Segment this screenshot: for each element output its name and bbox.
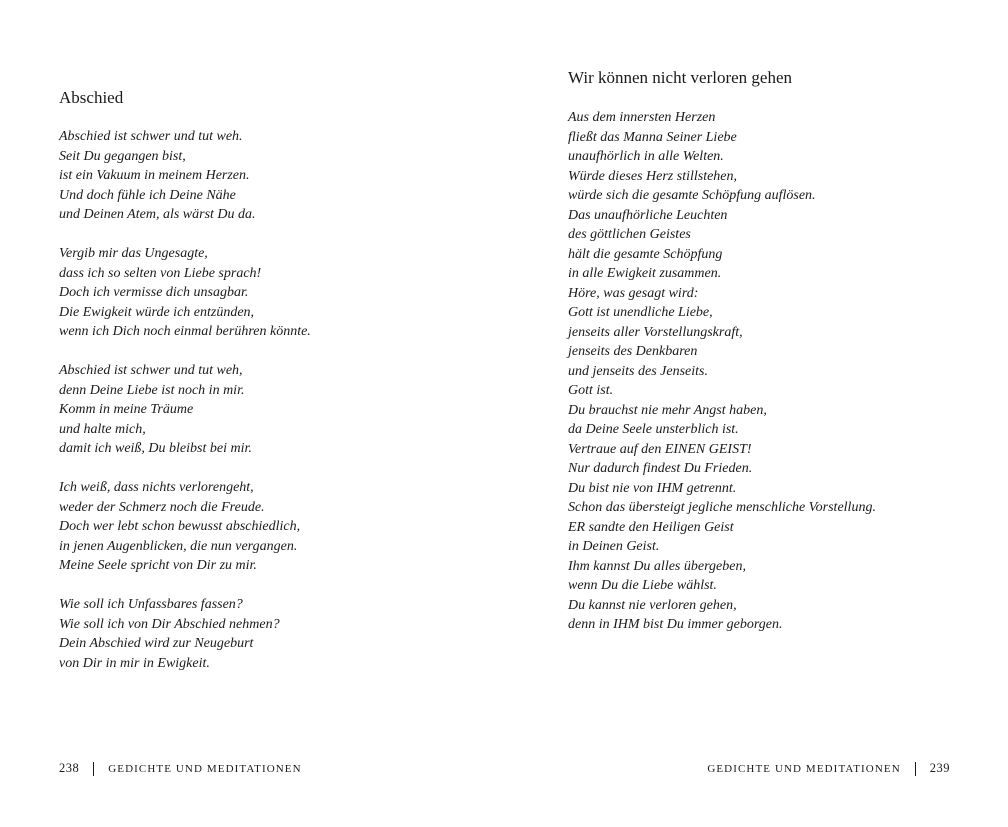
poem-line: und jenseits des Jenseits. (568, 363, 708, 379)
poem-body (568, 108, 876, 654)
poem-line: Gott ist. (568, 383, 614, 398)
page-footer (707, 761, 950, 776)
poem-line: Schon das übersteigt jegliche menschliche Vorstellung. (568, 500, 876, 515)
poem-line: denn Deine Liebe ist noch in mir. (59, 382, 245, 398)
stanza (59, 478, 311, 576)
poem-line: Meine Seele spricht von Dir zu mir. (59, 558, 257, 573)
stanza (59, 244, 311, 342)
poem-line: wenn ich Dich noch einmal berühren könnte. (59, 324, 311, 339)
stanza (568, 108, 876, 635)
poem-line: Du brauchst nie mehr Angst haben, (568, 402, 767, 418)
poem-line: hält die gesamte Schöpfung (568, 246, 723, 262)
page-footer (59, 761, 302, 776)
stanza (59, 595, 311, 673)
poem-title: Abschied (59, 88, 124, 107)
poem-line: fließt das Manna Seiner Liebe (568, 129, 737, 145)
poem-line: jenseits aller Vorstellungskraft, (568, 324, 743, 340)
poem-line: Doch wer lebt schon bewusst abschiedlich, (59, 519, 301, 534)
poem-line: ist ein Vakuum in meinem Herzen. (59, 168, 250, 183)
poem-body (59, 127, 311, 693)
poem-line: jenseits des Denkbaren (568, 344, 698, 359)
poem-line: in jenen Augenblicken, die nun vergangen. (59, 538, 298, 554)
stanza (59, 127, 311, 225)
poem-line: Vergib mir das Ungesagte, (59, 246, 208, 261)
poem-line: Aus dem innersten Herzen (568, 110, 716, 125)
poem-line: Wie soll ich von Dir Abschied nehmen? (59, 616, 280, 632)
poem-line: Vertraue auf den EINEN GEIST! (568, 441, 752, 457)
poem-line: wenn Du die Liebe wählst. (568, 578, 717, 593)
poem-line: Wie soll ich Unfassbares fassen? (59, 597, 243, 612)
poem-line: in Deinen Geist. (568, 539, 660, 554)
poem-line: Das unaufhörliche Leuchten (568, 207, 728, 223)
page-number: 238 (59, 761, 80, 775)
poem-line: Höre, was gesagt wird: (568, 285, 699, 301)
poem-title: Wir können nicht verloren gehen (568, 68, 793, 87)
poem-line: Seit Du gegangen bist, (59, 148, 186, 164)
poem-line: von Dir in mir in Ewigkeit. (59, 655, 210, 671)
poem-line: Abschied ist schwer und tut weh. (59, 129, 243, 144)
stanza (59, 361, 311, 459)
poem-line: Die Ewigkeit würde ich entzünden, (59, 304, 255, 320)
poem-line: Abschied ist schwer und tut weh, (59, 363, 243, 378)
poem-line: Du bist nie von IHM getrennt. (568, 480, 737, 496)
footer-divider (93, 762, 94, 776)
poem-line: Und doch fühle ich Deine Nähe (59, 187, 236, 203)
poem-line: Komm in meine Träume (59, 402, 194, 417)
poem-line: ER sandte den Heiligen Geist (568, 519, 734, 535)
poem-line: unaufhörlich in alle Welten. (568, 149, 724, 164)
poem-line: damit ich weiß, Du bleibst bei mir. (59, 441, 252, 456)
running-head: GEDICHTE UND MEDITATIONEN (108, 762, 302, 775)
footer-divider (915, 762, 916, 776)
poem-line: Ihm kannst Du alles übergeben, (568, 558, 746, 574)
poem-line: Gott ist unendliche Liebe, (568, 305, 713, 320)
poem-line: des göttlichen Geistes (568, 227, 691, 242)
poem-line: Doch ich vermisse dich unsagbar. (59, 285, 249, 300)
poem-line: Nur dadurch findest Du Frieden. (568, 461, 753, 476)
poem-line: denn in IHM bist Du immer geborgen. (568, 617, 783, 632)
poem-line: dass ich so selten von Liebe sprach! (59, 265, 262, 281)
poem-line: und Deinen Atem, als wärst Du da. (59, 207, 256, 222)
poem-line: da Deine Seele unsterblich ist. (568, 422, 739, 437)
poem-line: Ich weiß, dass nichts verlorengeht, (59, 480, 254, 495)
poem-line: Würde dieses Herz stillstehen, (568, 168, 738, 184)
poem-line: würde sich die gesamte Schöpfung auflösen. (568, 188, 816, 203)
poem-line: und halte mich, (59, 421, 146, 437)
page-number: 239 (929, 761, 950, 775)
poem-line: Dein Abschied wird zur Neugeburt (59, 636, 254, 651)
poem-line: in alle Ewigkeit zusammen. (568, 266, 722, 281)
poem-line: weder der Schmerz noch die Freude. (59, 499, 265, 515)
poem-line: Du kannst nie verloren gehen, (568, 597, 737, 613)
right-page (504, 0, 1008, 827)
running-head: GEDICHTE UND MEDITATIONEN (707, 762, 901, 775)
